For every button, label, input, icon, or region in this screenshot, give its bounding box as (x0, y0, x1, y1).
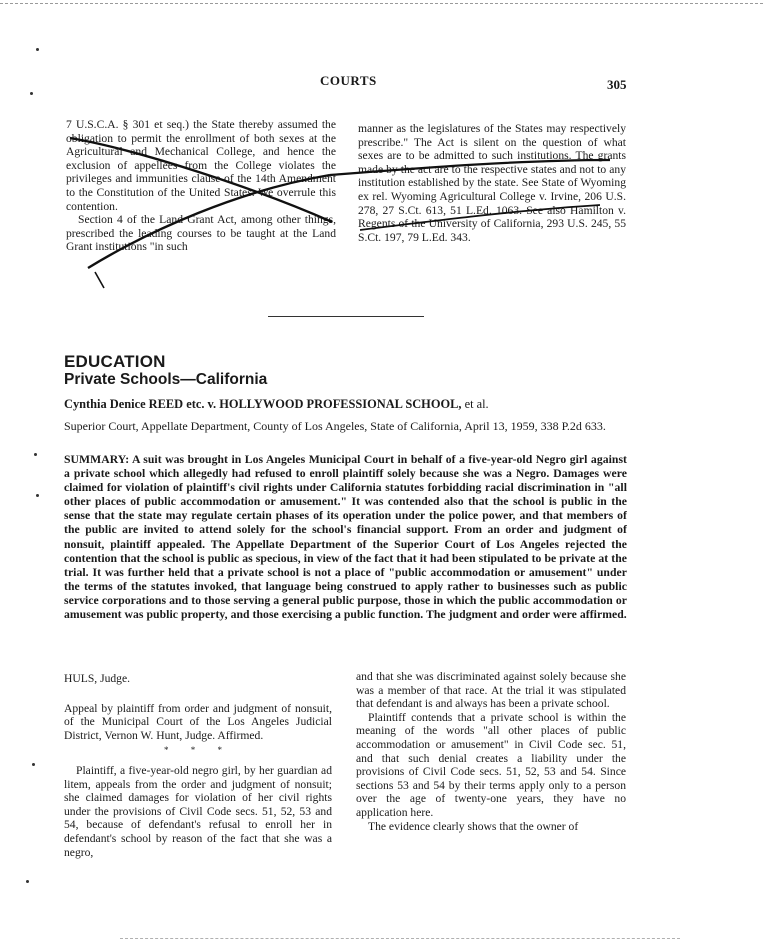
section-title: EDUCATION (64, 352, 166, 371)
top-left-column (66, 118, 336, 254)
scan-speck (34, 453, 37, 456)
scan-speck (26, 880, 29, 883)
bottom-dashed-border (120, 938, 680, 939)
pen-strike-stroke (95, 272, 104, 288)
running-title: COURTS (320, 73, 377, 88)
opinion-left-column (64, 672, 332, 859)
court-info: Superior Court, Appellate Department, County of Los Angeles, State of California, April 13, 1959, 338 P.2d 633. (64, 419, 606, 433)
scan-speck (32, 763, 35, 766)
scan-speck (36, 494, 39, 497)
case-et-al: et al. (464, 397, 489, 411)
top-left-paragraph-1: 7 U.S.C.A. § 301 et seq.) the State thereby assumed the obligation to permit the enrollment of both sexes at the Agricultural and Mechanical College, and hence the exclusion of appellees from the College violates the privileges and immunities clause of the 14th Amendment to the Constitution of the United States. We overrule this contention. (66, 118, 336, 213)
opinion-right-paragraph-2: Plaintiff contends that a private school is within the meaning of the words "all other places of public accommodation or amusement" in Civil Code sec. 51, and that such denial creates a liability under the provisions of Civil Code secs. 51, 52, 53 and 54. Since sections 53 and 54 by their terms apply only to a person over the age of twenty-one years, they have no application here. (356, 710, 626, 819)
top-dashed-border (0, 3, 763, 4)
case-caption (64, 397, 489, 412)
section-divider (268, 316, 424, 317)
section-subtitle: Private Schools—California (64, 371, 268, 388)
case-parties: Cynthia Denice REED etc. v. HOLLYWOOD PROFESSIONAL SCHOOL, (64, 397, 462, 411)
top-right-column (358, 122, 626, 244)
opinion-left-paragraph-1: Appeal by plaintiff from order and judgment of nonsuit, of the Municipal Court of the Los Angeles Judicial District, Vernon W. Hunt, Judge. Affirmed. (64, 701, 332, 742)
scan-speck (30, 92, 33, 95)
case-summary: SUMMARY: A suit was brought in Los Angeles Municipal Court in behalf of a five-year-old Negro girl against a private school which allegedly had refused to enroll plaintiff solely because she was a Negro. Damages were claimed for violation of plaintiff's civil rights under California statutes forbidding racial discrimination in "all other places of public accommodation or amusement." It was contended also that the school is public in the sense that the state may regulate certain phases of its operation under the police power, and that members of the public are invited to attend solely for the school's financial support. From an order and judgment of nonsuit, plaintiff appealed. The Appellate Department of the Superior Court of Los Angeles rejected the contention that the school is public as specious, in view of the fact that it had been stipulated to be private at the trial. It was further held that a private school is not a place of "public accommodation or amusement" under the terms of the statutes invoked, that language being construed to apply rather to businesses such as public service corporations and to those serving a general public purpose, those in which the public accommodation or amusement was public property, and those exercising a public function. The judgment and order were affirmed. (64, 453, 627, 622)
opinion-right-paragraph-3: The evidence clearly shows that the owner of (368, 819, 579, 833)
page-number: 305 (607, 77, 627, 92)
scan-speck (36, 48, 39, 51)
top-left-paragraph-2: Section 4 of the Land Grant Act, among other things, prescribed the leading courses to be taught at the Land Grant institutions "in such (66, 213, 336, 254)
opinion-right-column (356, 670, 626, 833)
opinion-left-paragraph-2: Plaintiff, a five-year-old negro girl, by her guardian ad litem, appeals from the order and judgment of nonsuit; she claimed damages for violation of her civil rights under the provisions of Civil Code secs. 51, 52, 53 and 54, because of defendant's refusal to enroll her in defendant's school by reason of the fact that she was a negro, (64, 763, 332, 859)
top-right-paragraph-1: manner as the legislatures of the States may respectively prescribe." The Act is silent on the question of what sexes are to be admitted to such institutions. The grants made by the act are to the respective states and not to any institution established by the state. See State of Wyoming ex rel. Wyoming Agricultural College v. Irvine, 206 U.S. 278, 27 S.Ct. 613, 51 L.Ed. 1063. See also Hamilton v. Regents of the University of California, 293 U.S. 245, 55 S.Ct. 197, 79 L.Ed. 343. (358, 122, 626, 244)
opinion-right-paragraph-1: and that she was discriminated against solely because she was a member of that race. At the trial it was stipulated that defendant is and always has been a private school. (356, 670, 626, 711)
judge-name: HULS, Judge. (64, 672, 131, 685)
section-break-stars: * * * (164, 745, 232, 756)
